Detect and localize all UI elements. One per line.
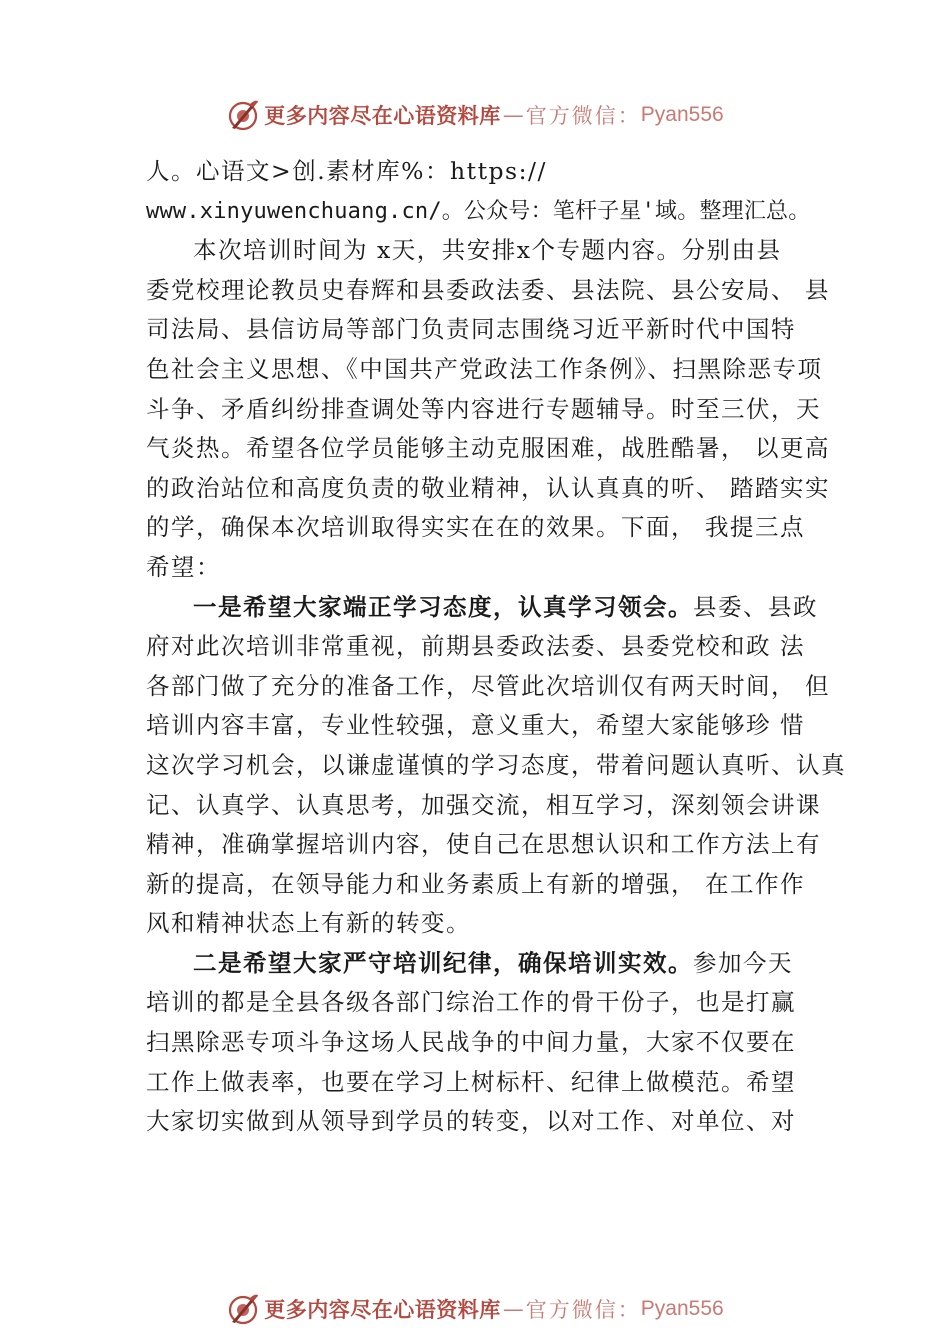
paragraph-two-lead: 参加今天	[693, 948, 793, 977]
text-line: www.xinyuwenchuang.cn/。公众号：笔杆子星'域。整理汇总。	[146, 198, 811, 224]
quill-seal-icon	[226, 1292, 260, 1326]
text-line: 委党校理论教员史春辉和县委政法委、县法院、县公安局、 县	[146, 275, 830, 304]
banner-title: 更多内容尽在心语资料库	[264, 103, 501, 128]
header-banner	[0, 95, 950, 135]
text-line: 本次培训时间为 x天，共安排x个专题内容。分别由县	[193, 236, 782, 265]
text-line: 工作上做表率，也要在学习上树标杆、纪律上做模范。希望	[146, 1067, 796, 1096]
text-line: 培训的都是全县各级各部门综治工作的骨干份子，也是打赢	[146, 988, 796, 1017]
text-line: 风和精神状态上有新的转变。	[146, 909, 471, 938]
text-line: 希望：	[146, 552, 221, 581]
text-line: 精神，准确掌握培训内容，使自己在思想认识和工作方法上有	[146, 830, 821, 859]
text-line: 的学，确保本次培训取得实实在在的效果。下面， 我提三点	[146, 513, 805, 542]
text-line: 府对此次培训非常重视，前期县委政法委、县委党校和政 法	[146, 632, 805, 661]
text-line: 色社会主义思想、《中国共产党政法工作条例》、扫黑除恶专项	[146, 354, 823, 383]
text-line: 人。心语文>创.素材库%：https://	[146, 157, 547, 185]
paragraph-two-first-line	[146, 944, 846, 984]
text-line: 斗争、矛盾纠纷排查调处等内容进行专题辅导。时至三伏，天	[146, 394, 821, 423]
text-line: 的政治站位和高度负责的敬业精神，认认真真的听、 踏踏实实	[146, 473, 830, 502]
banner-wechat-id: Pyan556	[640, 103, 724, 126]
footer-banner	[0, 1289, 950, 1329]
quill-seal-icon	[226, 98, 260, 132]
banner-wechat-label: 官方微信：	[525, 1298, 641, 1322]
paragraph-one-first-line	[146, 588, 846, 628]
banner-separator: —	[502, 103, 524, 127]
banner-separator: —	[502, 1297, 524, 1321]
text-line: 司法局、县信访局等部门负责同志围绕习近平新时代中国特	[146, 315, 796, 344]
text-line: 记、认真学、认真思考，加强交流，相互学习，深刻领会讲课	[146, 790, 821, 819]
banner-wechat-id: Pyan556	[640, 1297, 724, 1320]
document-body	[146, 152, 846, 1142]
paragraph-one-heading: 一是希望大家端正学习态度，认真学习领会。	[193, 592, 693, 621]
paragraph-two-heading: 二是希望大家严守培训纪律，确保培训实效。	[193, 948, 693, 977]
banner-wechat-label: 官方微信：	[525, 104, 641, 128]
banner-title: 更多内容尽在心语资料库	[264, 1297, 501, 1322]
text-line: 培训内容丰富，专业性较强，意义重大，希望大家能够珍 惜	[146, 711, 805, 740]
text-line: 这次学习机会，以谦虚谨慎的学习态度，带着问题认真听、认真	[146, 750, 846, 779]
paragraph-one-lead: 县委、县政	[693, 592, 818, 621]
text-line: 大家切实做到从领导到学员的转变，以对工作、对单位、对	[146, 1107, 796, 1136]
text-line: 扫黑除恶专项斗争这场人民战争的中间力量，大家不仅要在	[146, 1028, 796, 1057]
text-line: 新的提高，在领导能力和业务素质上有新的增强， 在工作作	[146, 869, 805, 898]
text-line: 各部门做了充分的准备工作，尽管此次培训仅有两天时间， 但	[146, 671, 830, 700]
text-line: 气炎热。希望各位学员能够主动克服困难，战胜酷暑， 以更高	[146, 434, 830, 463]
